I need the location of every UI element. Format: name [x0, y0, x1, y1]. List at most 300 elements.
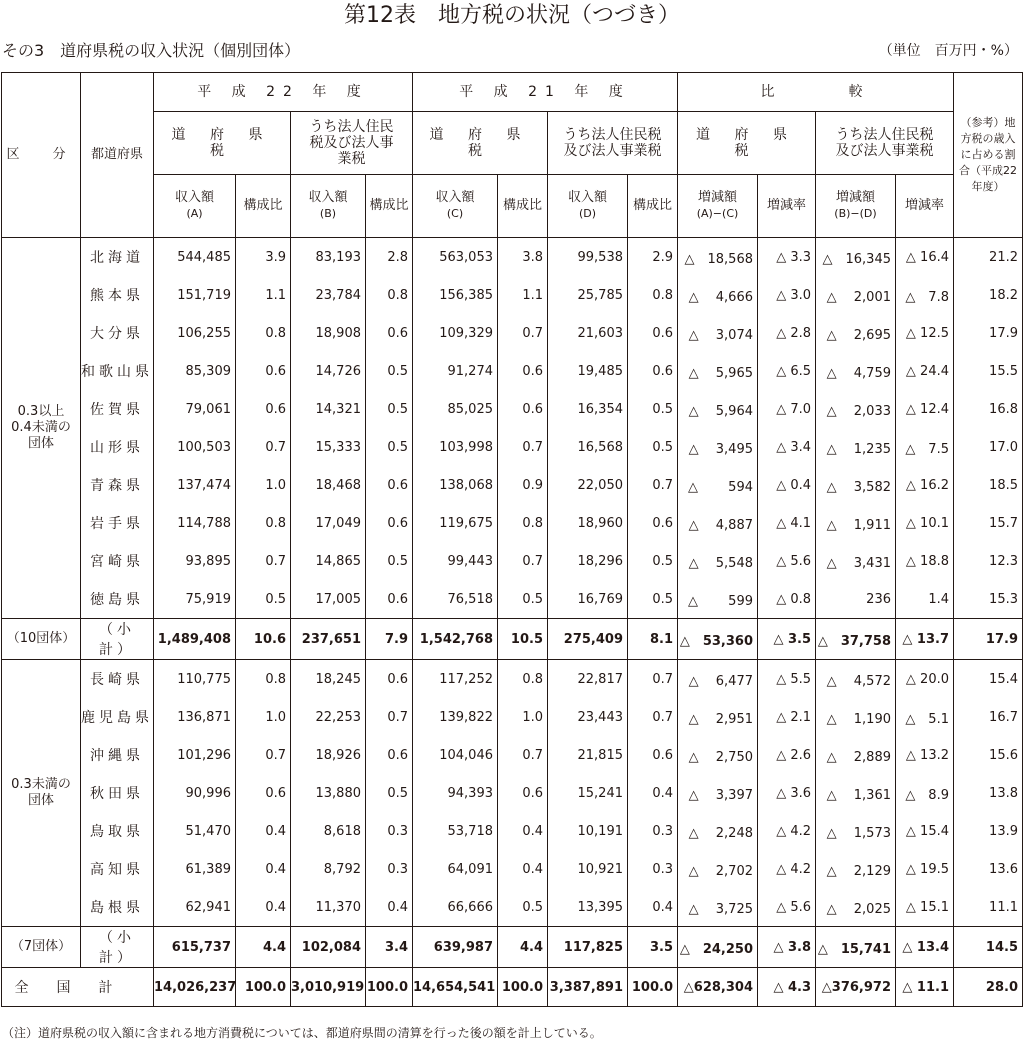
cell: 117,825: [548, 927, 628, 968]
cell: 15.7: [954, 504, 1023, 542]
header-doufuken-cmp: 道 府 県 税: [678, 112, 816, 175]
group-label: 0.3未満の団体: [2, 660, 81, 927]
cell: 3.4: [366, 927, 413, 968]
cell: △ 7.5: [896, 428, 954, 466]
cell: △ 594: [678, 466, 758, 504]
cell: 15.3: [954, 580, 1023, 619]
cell: △ 6.5: [758, 352, 816, 390]
cell: △ 0.8: [758, 580, 816, 619]
prefecture-name: 島根県: [81, 888, 154, 927]
cell: 76,518: [413, 580, 498, 619]
cell: 16.7: [954, 698, 1023, 736]
cell: 3,387,891: [548, 968, 628, 1007]
cell: 0.6: [236, 774, 291, 812]
cell: 3.5: [628, 927, 678, 968]
prefecture-name: 岩手県: [81, 504, 154, 542]
cell: △ 12.4: [896, 390, 954, 428]
cell: △ 11.1: [896, 968, 954, 1007]
cell: 4.4: [236, 927, 291, 968]
prefecture-name: 熊本県: [81, 276, 154, 314]
header-ratio: 構成比: [498, 175, 548, 238]
cell: 64,091: [413, 850, 498, 888]
cell: 103,998: [413, 428, 498, 466]
cell: 139,822: [413, 698, 498, 736]
cell: 15,241: [548, 774, 628, 812]
cell: △ 2.6: [758, 736, 816, 774]
header-change-ac: 増減額 (A)−(C): [678, 175, 758, 238]
cell: 0.7: [498, 542, 548, 580]
cell: △ 3.6: [758, 774, 816, 812]
prefecture-name: 鹿児島県: [81, 698, 154, 736]
table-row: [2, 428, 1023, 466]
cell: △ 4,572: [816, 660, 896, 699]
header-houjin-cmp: うち法人住民税及び法人事業税: [816, 112, 954, 175]
cell: 100.0: [366, 968, 413, 1007]
cell: △ 2,025: [816, 888, 896, 927]
cell: 0.3: [628, 812, 678, 850]
table-row: [2, 698, 1023, 736]
cell: 7.9: [366, 619, 413, 660]
cell: 0.8: [498, 660, 548, 699]
cell: 23,784: [291, 276, 366, 314]
prefecture-name: 山形県: [81, 428, 154, 466]
cell: 0.6: [366, 736, 413, 774]
cell: △ 16.2: [896, 466, 954, 504]
cell: 17,005: [291, 580, 366, 619]
cell: 13.6: [954, 850, 1023, 888]
cell: △ 2,889: [816, 736, 896, 774]
cell: 0.5: [628, 390, 678, 428]
cell: △ 2.8: [758, 314, 816, 352]
cell: 21,603: [548, 314, 628, 352]
prefecture-name: 佐賀県: [81, 390, 154, 428]
header-doufuken-22: 道 府 県 税: [154, 112, 291, 175]
subtotal-name: （小 計）: [81, 619, 154, 660]
cell: 91,274: [413, 352, 498, 390]
cell: 0.4: [628, 774, 678, 812]
cell: 3,010,919: [291, 968, 366, 1007]
cell: 16,568: [548, 428, 628, 466]
cell: 14,726: [291, 352, 366, 390]
cell: 0.5: [366, 390, 413, 428]
cell: 138,068: [413, 466, 498, 504]
cell: △ 5,965: [678, 352, 758, 390]
cell: 3.9: [236, 238, 291, 277]
table-row: [2, 238, 1023, 277]
table-row: [2, 774, 1023, 812]
cell: 18,960: [548, 504, 628, 542]
group2-body: [2, 660, 1023, 968]
cell: 0.6: [628, 314, 678, 352]
cell: 1,489,408: [154, 619, 236, 660]
cell: △ 5.6: [758, 888, 816, 927]
cell: △ 3.8: [758, 927, 816, 968]
cell: 15,333: [291, 428, 366, 466]
cell: 639,987: [413, 927, 498, 968]
cell: 615,737: [154, 927, 236, 968]
cell: 0.4: [366, 888, 413, 927]
cell: 22,050: [548, 466, 628, 504]
cell: 62,941: [154, 888, 236, 927]
cell: 0.6: [366, 504, 413, 542]
cell: △ 3.0: [758, 276, 816, 314]
cell: △ 13.2: [896, 736, 954, 774]
cell: 1.4: [896, 580, 954, 619]
cell: 151,719: [154, 276, 236, 314]
prefecture-name: 和歌山県: [81, 352, 154, 390]
cell: △ 0.4: [758, 466, 816, 504]
header-ratio: 構成比: [236, 175, 291, 238]
cell: 102,084: [291, 927, 366, 968]
prefecture-name: 沖縄県: [81, 736, 154, 774]
cell: 13.8: [954, 774, 1023, 812]
cell: 66,666: [413, 888, 498, 927]
cell: 14,321: [291, 390, 366, 428]
cell: 0.7: [628, 698, 678, 736]
prefecture-name: 青森県: [81, 466, 154, 504]
cell: △ 20.0: [896, 660, 954, 699]
header-comparison: 比 較: [678, 73, 954, 112]
cell: 0.6: [498, 774, 548, 812]
cell: △ 599: [678, 580, 758, 619]
cell: 136,871: [154, 698, 236, 736]
cell: 100.0: [498, 968, 548, 1007]
cell: △ 3.5: [758, 619, 816, 660]
header-ratio: 構成比: [366, 175, 413, 238]
cell: 18.2: [954, 276, 1023, 314]
cell: △ 1,573: [816, 812, 896, 850]
cell: 17.9: [954, 314, 1023, 352]
subtotal-row: [2, 927, 1023, 968]
cell: △ 13.7: [896, 619, 954, 660]
subtotal-label: （7団体）: [2, 927, 81, 968]
cell: △ 1,911: [816, 504, 896, 542]
prefecture-name: 高知県: [81, 850, 154, 888]
prefecture-name: 鳥取県: [81, 812, 154, 850]
header-reference: （参考）地方税の歳入に占める割合（平成22年度）: [954, 73, 1023, 238]
cell: 114,788: [154, 504, 236, 542]
cell: 0.8: [498, 504, 548, 542]
cell: △ 15.1: [896, 888, 954, 927]
cell: 93,895: [154, 542, 236, 580]
cell: 17.9: [954, 619, 1023, 660]
header-revenue-d: 収入額 (D): [548, 175, 628, 238]
cell: 0.8: [236, 504, 291, 542]
tax-revenue-table: [1, 72, 1023, 1007]
cell: 17.0: [954, 428, 1023, 466]
cell: △ 16.4: [896, 238, 954, 277]
cell: 8,618: [291, 812, 366, 850]
cell: 10.5: [498, 619, 548, 660]
cell: 2.9: [628, 238, 678, 277]
cell: △ 12.5: [896, 314, 954, 352]
cell: 10,191: [548, 812, 628, 850]
header-revenue-b: 収入額 (B): [291, 175, 366, 238]
cell: 0.4: [236, 812, 291, 850]
cell: 137,474: [154, 466, 236, 504]
cell: △ 2,033: [816, 390, 896, 428]
table-row: [2, 504, 1023, 542]
cell: 0.6: [628, 736, 678, 774]
cell: 101,296: [154, 736, 236, 774]
cell: △ 3,582: [816, 466, 896, 504]
table-subtitle: その3 道府県税の収入状況（個別団体）: [2, 41, 301, 60]
cell: 0.6: [366, 660, 413, 699]
cell: 13,880: [291, 774, 366, 812]
cell: 1.1: [498, 276, 548, 314]
cell: △ 53,360: [678, 619, 758, 660]
cell: 0.8: [366, 276, 413, 314]
cell: 28.0: [954, 968, 1023, 1007]
cell: 0.8: [236, 660, 291, 699]
cell: 11,370: [291, 888, 366, 927]
cell: △ 5,964: [678, 390, 758, 428]
cell: △ 3.3: [758, 238, 816, 277]
cell: 10.6: [236, 619, 291, 660]
header-change-rate: 増減率: [896, 175, 954, 238]
subtotal-label: （10団体）: [2, 619, 81, 660]
cell: △ 24.4: [896, 352, 954, 390]
cell: △ 7.8: [896, 276, 954, 314]
table-row: [2, 466, 1023, 504]
cell: △ 3,397: [678, 774, 758, 812]
cell: 0.6: [236, 352, 291, 390]
unit-label: （単位 百万円・%）: [878, 43, 1018, 59]
cell: 544,485: [154, 238, 236, 277]
cell: 18,468: [291, 466, 366, 504]
cell: 25,785: [548, 276, 628, 314]
cell: △628,304: [678, 968, 758, 1007]
cell: △ 2,248: [678, 812, 758, 850]
cell: 110,775: [154, 660, 236, 699]
cell: 100.0: [236, 968, 291, 1007]
cell: 0.5: [366, 542, 413, 580]
cell: 1.0: [236, 466, 291, 504]
cell: 109,329: [413, 314, 498, 352]
cell: △ 5.1: [896, 698, 954, 736]
cell: △ 6,477: [678, 660, 758, 699]
cell: 1.1: [236, 276, 291, 314]
table-row: [2, 812, 1023, 850]
cell: 0.5: [628, 542, 678, 580]
cell: 8,792: [291, 850, 366, 888]
cell: 117,252: [413, 660, 498, 699]
cell: 51,470: [154, 812, 236, 850]
cell: 0.7: [628, 466, 678, 504]
cell: 4.4: [498, 927, 548, 968]
cell: 275,409: [548, 619, 628, 660]
cell: 79,061: [154, 390, 236, 428]
cell: △ 8.9: [896, 774, 954, 812]
cell: 17,049: [291, 504, 366, 542]
header-houjin-21: うち法人住民税及び法人事業税: [548, 112, 678, 175]
cell: 13.9: [954, 812, 1023, 850]
cell: △ 3,495: [678, 428, 758, 466]
cell: 0.5: [366, 428, 413, 466]
table-row: [2, 736, 1023, 774]
cell: △ 2.1: [758, 698, 816, 736]
cell: △ 37,758: [816, 619, 896, 660]
cell: 14.5: [954, 927, 1023, 968]
cell: △ 2,702: [678, 850, 758, 888]
cell: 19,485: [548, 352, 628, 390]
cell: △ 5.6: [758, 542, 816, 580]
cell: 1,542,768: [413, 619, 498, 660]
header-h22: 平 成 22 年 度: [154, 73, 413, 112]
table-row: [2, 580, 1023, 619]
cell: △ 19.5: [896, 850, 954, 888]
cell: 0.7: [498, 314, 548, 352]
cell: 15.4: [954, 660, 1023, 699]
cell: 13,395: [548, 888, 628, 927]
group-label: 0.3以上0.4未満の団体: [2, 238, 81, 619]
header-change-rate: 増減率: [758, 175, 816, 238]
cell: 16,769: [548, 580, 628, 619]
cell: 11.1: [954, 888, 1023, 927]
cell: △ 1,235: [816, 428, 896, 466]
cell: 0.4: [498, 812, 548, 850]
cell: 14,026,237: [154, 968, 236, 1007]
cell: 0.6: [628, 504, 678, 542]
table-title: 第12表 地方税の状況（つづき）: [344, 3, 680, 28]
cell: 2.8: [366, 238, 413, 277]
cell: 16.8: [954, 390, 1023, 428]
cell: 85,309: [154, 352, 236, 390]
header-doufuken-21: 道 府 県 税: [413, 112, 548, 175]
cell: 0.7: [236, 428, 291, 466]
subtotal-row: [2, 619, 1023, 660]
table-row: [2, 390, 1023, 428]
table-row: [2, 314, 1023, 352]
cell: 0.8: [628, 276, 678, 314]
cell: 83,193: [291, 238, 366, 277]
cell: △ 24,250: [678, 927, 758, 968]
table-row: [2, 888, 1023, 927]
cell: 75,919: [154, 580, 236, 619]
cell: 14,654,541: [413, 968, 498, 1007]
cell: 94,393: [413, 774, 498, 812]
cell: 99,538: [548, 238, 628, 277]
table-row: [2, 850, 1023, 888]
cell: 0.7: [628, 660, 678, 699]
cell: 0.6: [236, 390, 291, 428]
table-row: [2, 352, 1023, 390]
cell: 99,443: [413, 542, 498, 580]
cell: 15.6: [954, 736, 1023, 774]
cell: △ 10.1: [896, 504, 954, 542]
cell: 0.5: [236, 580, 291, 619]
cell: 53,718: [413, 812, 498, 850]
prefecture-name: 長崎県: [81, 660, 154, 699]
prefecture-name: 徳島県: [81, 580, 154, 619]
cell: 236: [816, 580, 896, 619]
cell: 0.6: [366, 466, 413, 504]
cell: △ 18.8: [896, 542, 954, 580]
cell: 156,385: [413, 276, 498, 314]
cell: 563,053: [413, 238, 498, 277]
header-kubun: 区 分: [2, 73, 81, 238]
cell: 22,253: [291, 698, 366, 736]
header-prefecture: 都道府県: [81, 73, 154, 238]
cell: 0.6: [366, 580, 413, 619]
cell: △ 4.2: [758, 812, 816, 850]
total-row: [2, 968, 1023, 1007]
cell: △ 2,750: [678, 736, 758, 774]
cell: △ 4.2: [758, 850, 816, 888]
cell: 0.3: [628, 850, 678, 888]
table-row: [2, 542, 1023, 580]
group1-body: [2, 238, 1023, 660]
cell: △ 3.4: [758, 428, 816, 466]
cell: 1.0: [498, 698, 548, 736]
cell: 21.2: [954, 238, 1023, 277]
cell: 0.6: [366, 314, 413, 352]
table-row: [2, 276, 1023, 314]
cell: 0.9: [498, 466, 548, 504]
header-ratio: 構成比: [628, 175, 678, 238]
subtotal-name: （小 計）: [81, 927, 154, 968]
header-houjin-22: うち法人住民税及び法人事業税: [291, 112, 413, 175]
cell: 0.5: [628, 428, 678, 466]
cell: 0.4: [236, 850, 291, 888]
cell: 0.6: [498, 390, 548, 428]
cell: △ 5,548: [678, 542, 758, 580]
cell: 18.5: [954, 466, 1023, 504]
cell: △ 2,951: [678, 698, 758, 736]
cell: 90,996: [154, 774, 236, 812]
cell: △ 2,001: [816, 276, 896, 314]
cell: 61,389: [154, 850, 236, 888]
cell: 3.8: [498, 238, 548, 277]
cell: △ 3,431: [816, 542, 896, 580]
cell: 23,443: [548, 698, 628, 736]
cell: △ 16,345: [816, 238, 896, 277]
cell: 15.5: [954, 352, 1023, 390]
prefecture-name: 秋田県: [81, 774, 154, 812]
cell: 12.3: [954, 542, 1023, 580]
prefecture-name: 北海道: [81, 238, 154, 277]
cell: 18,245: [291, 660, 366, 699]
cell: 237,651: [291, 619, 366, 660]
prefecture-name: 宮崎県: [81, 542, 154, 580]
cell: 0.7: [498, 428, 548, 466]
cell: 22,817: [548, 660, 628, 699]
cell: 0.4: [628, 888, 678, 927]
cell: 85,025: [413, 390, 498, 428]
cell: △ 2,129: [816, 850, 896, 888]
cell: 18,296: [548, 542, 628, 580]
cell: △ 3,074: [678, 314, 758, 352]
cell: △ 2,695: [816, 314, 896, 352]
cell: 0.5: [498, 888, 548, 927]
cell: 10,921: [548, 850, 628, 888]
cell: 0.7: [236, 736, 291, 774]
cell: 1.0: [236, 698, 291, 736]
cell: △ 13.4: [896, 927, 954, 968]
cell: 18,908: [291, 314, 366, 352]
cell: 21,815: [548, 736, 628, 774]
cell: 0.5: [366, 352, 413, 390]
header-revenue-a: 収入額 (A): [154, 175, 236, 238]
cell: △ 18,568: [678, 238, 758, 277]
header-h21: 平 成 21 年 度: [413, 73, 678, 112]
cell: △ 1,361: [816, 774, 896, 812]
total-label: 全国計: [2, 968, 154, 1007]
cell: 104,046: [413, 736, 498, 774]
cell: 0.7: [498, 736, 548, 774]
cell: 0.3: [366, 850, 413, 888]
cell: 100.0: [628, 968, 678, 1007]
